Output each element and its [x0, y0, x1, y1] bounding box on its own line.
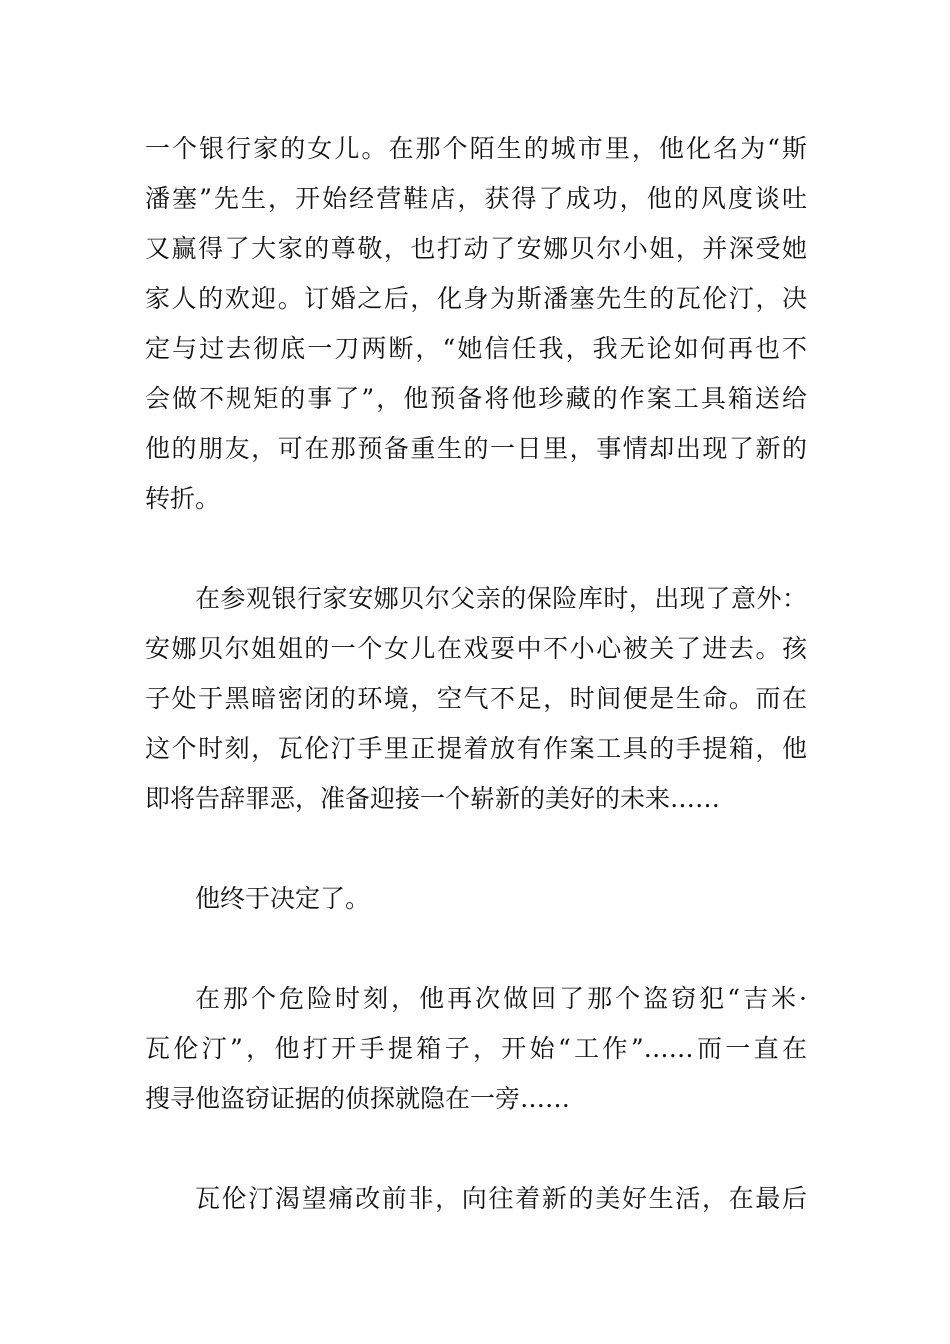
- text-line: 他终于决定了。: [195, 884, 371, 913]
- paragraph-2: [145, 574, 807, 824]
- text-line: 转折。: [145, 484, 221, 513]
- text-line: 潘塞”先生，开始经营鞋店，获得了成功，他的风度谈吐: [145, 184, 807, 213]
- text-line: 一个银行家的女儿。在那个陌生的城市里，他化名为“斯: [145, 134, 807, 163]
- paragraph-3: [145, 874, 807, 924]
- text-line: 家人的欢迎。订婚之后，化身为斯潘塞先生的瓦伦汀，决: [145, 284, 807, 313]
- text-line: 又赢得了大家的尊敬，也打动了安娜贝尔小姐，并深受她: [145, 234, 807, 263]
- text-line: 子处于黑暗密闭的环境，空气不足，时间便是生命。而在: [145, 684, 807, 713]
- paragraph-4: [145, 974, 807, 1124]
- paragraph-5: [145, 1174, 807, 1224]
- text-line: 瓦伦汀渴望痛改前非，向往着新的美好生活，在最后: [195, 1184, 807, 1213]
- text-line: 即将告辞罪恶，准备迎接一个崭新的美好的未来……: [145, 784, 721, 813]
- text-line: 安娜贝尔姐姐的一个女儿在戏耍中不小心被关了进去。孩: [145, 634, 807, 663]
- text-line: 定与过去彻底一刀两断，“她信任我，我无论如何再也不: [145, 334, 807, 363]
- text-line: 搜寻他盗窃证据的侦探就隐在一旁……: [145, 1084, 571, 1113]
- document-body: [145, 124, 807, 1274]
- text-line: 这个时刻，瓦伦汀手里正提着放有作案工具的手提箱，他: [145, 734, 807, 763]
- text-line: 在参观银行家安娜贝尔父亲的保险库时，出现了意外：: [195, 584, 807, 613]
- text-line: 会做不规矩的事了”，他预备将他珍藏的作案工具箱送给: [145, 384, 807, 413]
- paragraph-1: [145, 124, 807, 524]
- text-line: 在那个危险时刻，他再次做回了那个盗窃犯“吉米·: [195, 984, 807, 1013]
- text-line: 他的朋友，可在那预备重生的一日里，事情却出现了新的: [145, 434, 807, 463]
- text-line: 瓦伦汀”，他打开手提箱子，开始“工作”……而一直在: [145, 1034, 807, 1063]
